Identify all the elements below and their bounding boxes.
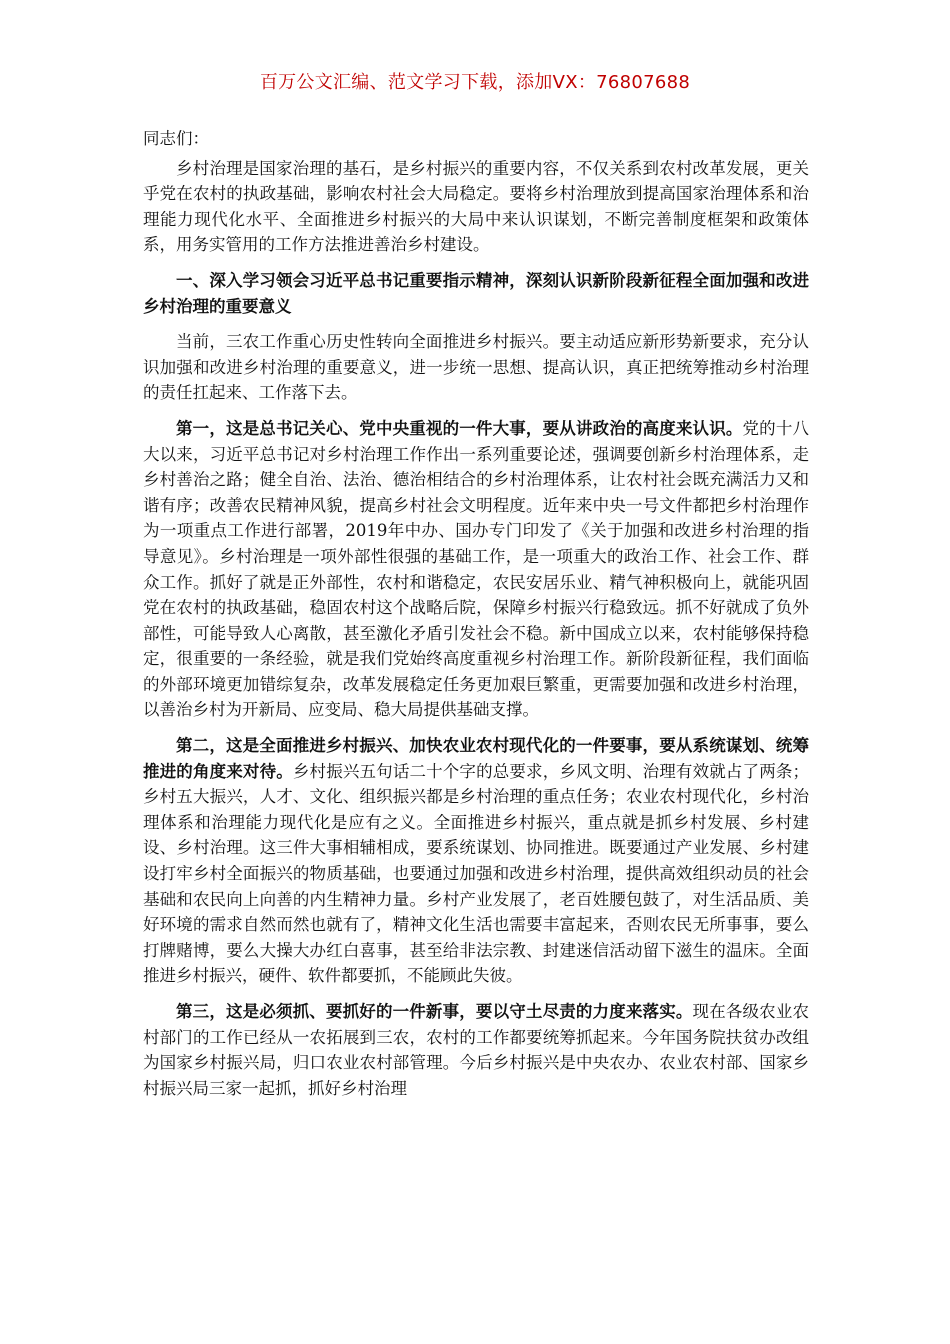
document-body	[143, 126, 809, 1111]
point-3-lead: 第三，这是必须抓、要抓好的一件新事，要以守土尽责的力度来落实。	[176, 1002, 693, 1021]
intro-paragraph: 乡村治理是国家治理的基石，是乡村振兴的重要内容，不仅关系到农村改革发展，更关乎党在农村的执政基础，影响农村社会大局稳定。要将乡村治理放到提高国家治理体系和治理能力现代化水平、全面推进乡村振兴的大局中来认识谋划，不断完善制度框架和政策体系，用务实管用的工作方法推进善治乡村建设。	[143, 158, 809, 255]
point-1-body: 党的十八大以来，习近平总书记对乡村治理工作作出一系列重要论述，强调要创新乡村治理体系，走乡村善治之路；健全自治、法治、德治相结合的乡村治理体系，让农村社会既充满活力又和谐有序；改善农民精神风貌，提高乡村社会文明程度。近年来中央一号文件都把乡村治理作为一项重点工作进行部署，2019年中办、国办专门印发了《关于加强和改进乡村治理的指导意见》。乡村治理是一项外部性很强的基础工作，是一项重大的政治工作、社会工作、群众工作。抓好了就是正外部性，农村和谐稳定，农民安居乐业、精气神积极向上，就能巩固党在农村的执政基础，稳固农村这个战略后院，保障乡村振兴行稳致远。抓不好就成了负外部性，可能导致人心离散，甚至激化矛盾引发社会不稳。新中国成立以来，农村能够保持稳定，很重要的一条经验，就是我们党始终高度重视乡村治理工作。新阶段新征程，我们面临的外部环境更加错综复杂，改革发展稳定任务更加艰巨繁重，更需要加强和改进乡村治理，以善治乡村为开新局、应变局、稳大局提供基础支撑。	[143, 418, 810, 720]
point-2-body: 乡村振兴五句话二十个字的总要求，乡风文明、治理有效就占了两条；乡村五大振兴，人才、文化、组织振兴都是乡村治理的重点任务；农业农村现代化，乡村治理体系和治理能力现代化是应有之义。全面推进乡村振兴，重点就是抓乡村发展、乡村建设、乡村治理。这三件大事相辅相成，要系统谋划、协同推进。既要通过产业发展、乡村建设打牢乡村全面振兴的物质基础，也要通过加强和改进乡村治理，提供高效组织动员的社会基础和农民向上向善的内生精神力量。乡村产业发展了，老百姓腰包鼓了，对生活品质、美好环境的需求自然而然也就有了，精神文化生活也需要丰富起来，否则农民无所事事，要么打牌赌博，要么大操大办红白喜事，甚至给非法宗教、封建迷信活动留下滋生的温床。全面推进乡村振兴，硬件、软件都要抓，不能顾此失彼。	[143, 761, 810, 986]
point-3-body: 现在各级农业农村部门的工作已经从一农拓展到三农，农村的工作都要统筹抓起来。今年国务院扶贫办改组为国家乡村振兴局，归口农业农村部管理。今后乡村振兴是中央农办、农业农村部、国家乡村振兴局三家一起抓，抓好乡村治理	[143, 1002, 810, 1098]
section-heading: 一、深入学习领会习近平总书记重要指示精神，深刻认识新阶段新征程全面加强和改进乡村治理的重要意义	[143, 270, 809, 316]
point-3-paragraph	[143, 999, 809, 1101]
salutation: 同志们：	[143, 129, 209, 148]
header-banner: 百万公文汇编、范文学习下载，添加VX：76807688	[259, 72, 691, 93]
point-1-lead: 第一，这是总书记关心、党中央重视的一件大事，要从讲政治的高度来认识。	[176, 418, 743, 438]
point-2-paragraph	[143, 733, 809, 989]
point-1-paragraph	[143, 416, 809, 723]
point-2-lead: 第二，这是全面推进乡村振兴、加快农业农村现代化的一件要事，要从系统谋划、统筹推进的角度来对待。	[143, 736, 809, 781]
section-intro-paragraph: 当前，三农工作重心历史性转向全面推进乡村振兴。要主动适应新形势新要求，充分认识加强和改进乡村治理的重要意义，进一步统一思想、提高认识，真正把统筹推动乡村治理的责任扛起来、工作落下去。	[143, 332, 809, 403]
